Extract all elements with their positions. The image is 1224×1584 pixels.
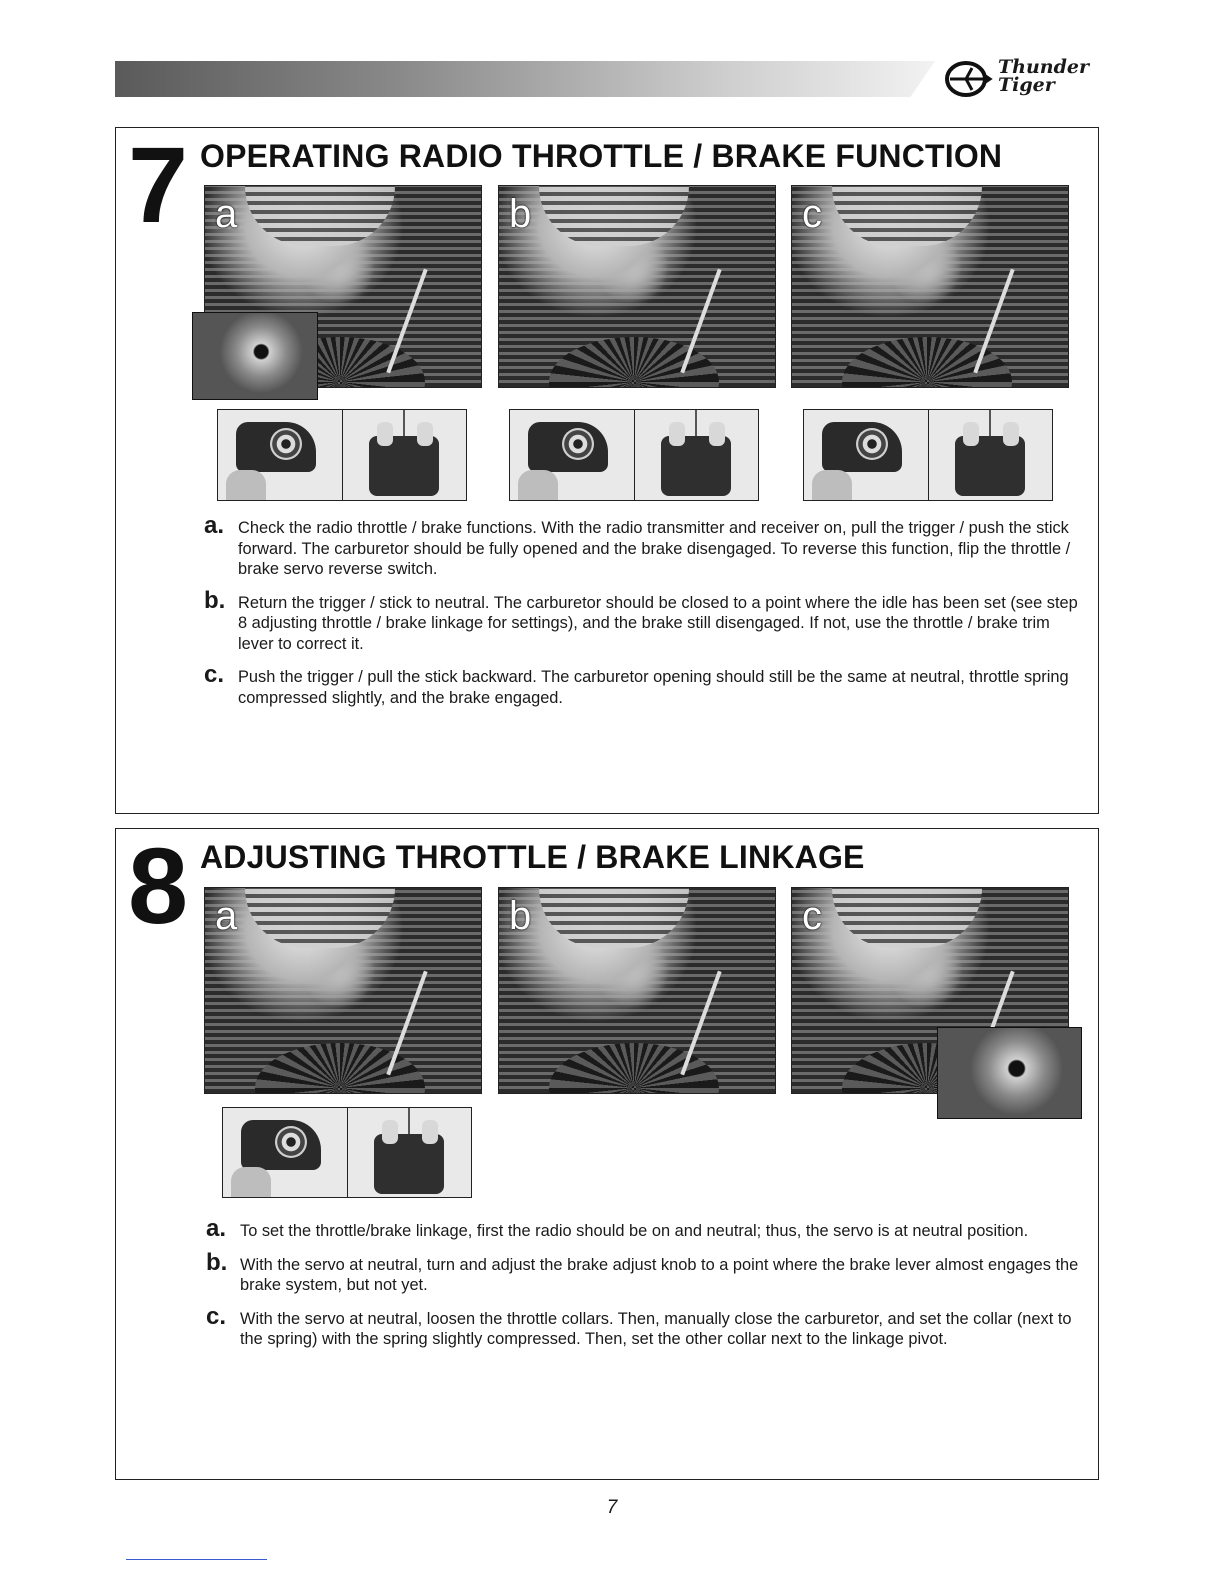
step-c: [204, 661, 1084, 708]
engine-photo-c: [791, 185, 1069, 388]
pistol-transmitter-image: [510, 410, 634, 500]
step-text: To set the throttle/brake linkage, first the radio should be on and neutral; thus, the servo is at neutral position.: [240, 1222, 1029, 1240]
transmitter-photos-b: [509, 409, 759, 501]
linkage-inset-photo: [937, 1027, 1082, 1119]
photo-label-a: a: [215, 192, 238, 236]
engine-photo-b: [498, 185, 776, 388]
thunder-tiger-logo: [944, 58, 1104, 100]
step-letter: c.: [206, 1302, 227, 1330]
photo-label-b: b: [509, 192, 532, 236]
step-a: [204, 512, 1084, 580]
jet-logo-icon: [944, 58, 994, 100]
step-a: [206, 1215, 1086, 1242]
section-adjusting-linkage: [115, 825, 1099, 1480]
logo-line1: Thunder: [998, 56, 1089, 78]
logo-line2: Tiger: [998, 74, 1055, 96]
engine-photo-b: [498, 887, 776, 1094]
photo-label-c: c: [802, 894, 822, 938]
stick-transmitter-image: [634, 410, 759, 500]
step-number: 8: [128, 825, 189, 946]
step-letter: a.: [206, 1215, 227, 1242]
step-letter: c.: [204, 661, 225, 688]
step-text: Check the radio throttle / brake functions. With the radio transmitter and receiver on, pull the trigger / push the stick forward. The carburetor should be fully opened and the brake disengaged. To reverse this function, flip the throttle / brake servo reverse switch.: [238, 519, 1071, 578]
step-list: [204, 512, 1084, 721]
transmitter-photos-a: [217, 409, 467, 501]
stick-transmitter-image: [928, 410, 1053, 500]
step-b: [204, 586, 1084, 655]
transmitter-photos-c: [803, 409, 1053, 501]
step-letter: a.: [204, 512, 225, 539]
pistol-transmitter-image: [218, 410, 342, 500]
step-text: With the servo at neutral, turn and adjust the brake adjust knob to a point where the brake lever almost engages the brake system, but not yet.: [240, 1255, 1079, 1294]
step-list: [206, 1215, 1086, 1363]
footer-link-underline: [126, 1559, 267, 1560]
pistol-transmitter-image: [804, 410, 928, 500]
photo-label-b: b: [509, 894, 532, 938]
carburetor-inset-photo: [192, 312, 318, 400]
stick-transmitter-image: [342, 410, 467, 500]
step-text: Return the trigger / stick to neutral. The carburetor should be closed to a point where the idle has been set (see step 8 adjusting throttle / brake linkage for settings), and the brake still disengaged. If not, use the throttle / brake trim lever to correct it.: [238, 593, 1078, 653]
page-number: 7: [606, 1497, 618, 1518]
engine-photo-a: [204, 887, 482, 1094]
section-operating-radio: [115, 124, 1099, 814]
photo-label-a: a: [215, 894, 238, 938]
transmitter-photos-a: [222, 1107, 472, 1198]
pistol-transmitter-image: [223, 1108, 347, 1197]
stick-transmitter-image: [347, 1108, 472, 1197]
step-number: 7: [128, 124, 189, 245]
photo-label-c: c: [802, 192, 822, 236]
step-b: [206, 1248, 1086, 1296]
step-text: Push the trigger / pull the stick backward. The carburetor opening should still be the same at neutral, throttle spring compressed slightly, and the brake engaged.: [238, 668, 1069, 707]
step-c: [206, 1302, 1086, 1350]
section-title: ADJUSTING THROTTLE / BRAKE LINKAGE: [200, 839, 865, 875]
logo-wordmark: [998, 58, 1089, 94]
step-letter: b.: [206, 1248, 228, 1276]
step-letter: b.: [204, 586, 226, 614]
step-text: With the servo at neutral, loosen the throttle collars. Then, manually close the carburetor, and set the collar (next to the spring) with the spring slightly compressed. Then, set the other collar next to the linkage pivot.: [240, 1309, 1072, 1348]
section-title: OPERATING RADIO THROTTLE / BRAKE FUNCTION: [200, 138, 1003, 174]
header-gradient-bar: [115, 61, 935, 97]
